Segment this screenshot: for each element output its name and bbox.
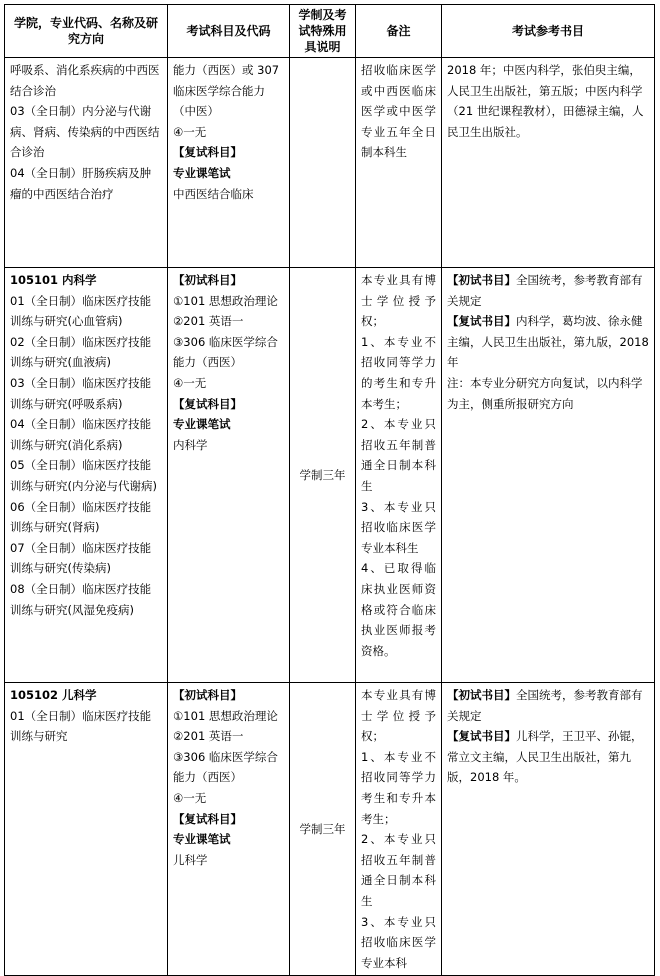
- exam-subject-line: ③306 临床医学综合能力（西医）: [173, 334, 278, 370]
- note-line: 4、已取得临床执业医师资格或符合临床执业医师报考资格。: [361, 561, 436, 658]
- table-row: [5, 268, 655, 683]
- note-line: 招收临床医学或中西医临床医学或中医学专业五年全日制本科生: [361, 63, 436, 160]
- book-entry: [447, 685, 649, 726]
- note-line: 本专业具有博士学位授予权；: [361, 273, 436, 329]
- note-line: 3、本专业只招收临床医学专业本科生: [361, 499, 436, 555]
- research-direction: 07（全日制）临床医疗技能训练与研究(传染病): [10, 540, 152, 576]
- major-cell: [5, 268, 168, 683]
- book-entry: [447, 726, 649, 788]
- exam-subject-line: 专业课笔试: [173, 417, 231, 432]
- exam-subject-line: ②201 英语一: [173, 314, 244, 329]
- research-direction: 01（全日制）临床医疗技能训练与研究(心血管病): [10, 293, 152, 329]
- exam-subject-line: ④一无: [173, 124, 207, 139]
- exam-subject-line: ③306 临床医学综合能力（西医）: [173, 749, 278, 785]
- books-cell: [442, 268, 655, 683]
- exam-subject-line: 【初试科目】: [173, 273, 242, 287]
- research-direction: 05（全日制）临床医疗技能训练与研究(内分泌与代谢病): [10, 458, 157, 493]
- book-text: 全国统考，参考教育部有关规定: [447, 273, 643, 308]
- note-line: 3、本专业只招收临床医学专业本科: [361, 914, 436, 970]
- book-text: 注：本专业分研究方向复试，以内科学为主，侧重所报研究方向: [447, 375, 643, 411]
- research-direction: 03（全日制）临床医疗技能训练与研究(呼吸系病): [10, 375, 152, 411]
- notes-cell: [356, 58, 442, 268]
- exam-subject-line: 专业课笔试: [173, 832, 231, 847]
- exam-subjects-cell: [168, 268, 290, 683]
- exam-subject-line: ①101 思想政治理论: [173, 293, 278, 308]
- research-direction: 04（全日制）肝肠疾病及肿瘤的中西医结合治疗: [10, 165, 152, 201]
- notes-cell: [356, 268, 442, 683]
- book-text: 全国统考，参考教育部有关规定: [447, 688, 643, 723]
- book-entry: [447, 311, 649, 373]
- system-cell: [290, 683, 356, 976]
- header-major: 学院，专业代码、名称及研究方向: [5, 5, 168, 58]
- exam-subject-line: 专业课笔试: [173, 165, 231, 180]
- system-text: 学制三年: [299, 821, 346, 836]
- major-cell: [5, 683, 168, 976]
- book-text: 儿科学，王卫平、孙锟，常立文主编，人民卫生出版社，第九版，2018 年。: [447, 729, 643, 785]
- system-cell: [290, 268, 356, 683]
- books-cell: [442, 683, 655, 976]
- exam-subject-line: 【复试科目】: [173, 396, 242, 411]
- exam-subject-line: ④一无: [173, 790, 207, 805]
- book-label: 【初试书目】: [447, 273, 516, 287]
- exam-subject-line: ②201 英语一: [173, 729, 244, 744]
- table-row: [5, 683, 655, 976]
- note-line: 本专业具有博士学位授予权；: [361, 688, 436, 744]
- research-direction: 04（全日制）临床医疗技能训练与研究(消化系病): [10, 417, 152, 452]
- book-label: 【复试书目】: [447, 729, 516, 744]
- major-cell: [5, 58, 168, 268]
- major-title: 105102 儿科学: [10, 688, 97, 702]
- exam-table: [4, 4, 655, 976]
- book-text: 内科学，葛均波、徐永健主编，人民卫生出版社，第九版，2018 年: [447, 314, 649, 370]
- header-system: 学制及考试特殊用具说明: [290, 5, 356, 58]
- system-text: 学制三年: [299, 467, 346, 482]
- note-line: 1、本专业不招收同等学力的考生和专升本考生；: [361, 334, 436, 411]
- book-entry: [447, 373, 649, 414]
- exam-subject-line: 【复试科目】: [173, 811, 242, 826]
- exam-subjects-cell: [168, 683, 290, 976]
- book-entry: [447, 60, 649, 142]
- book-entry: [447, 270, 649, 311]
- books-cell: [442, 58, 655, 268]
- header-notes: 备注: [356, 5, 442, 58]
- research-direction: 06（全日制）临床医疗技能训练与研究(肾病): [10, 499, 152, 535]
- exam-subject-line: 儿科学: [173, 852, 208, 867]
- header-row: [5, 5, 655, 58]
- research-direction: 02（全日制）临床医疗技能训练与研究(血液病): [10, 334, 152, 370]
- exam-subjects-cell: [168, 58, 290, 268]
- table-row: [5, 58, 655, 268]
- book-label: 【复试书目】: [447, 314, 516, 329]
- exam-subject-line: 内科学: [173, 437, 208, 452]
- research-direction: 08（全日制）临床医疗技能训练与研究(风湿免疫病): [10, 581, 152, 617]
- major-title: 105101 内科学: [10, 273, 97, 287]
- exam-subject-line: 能力（西医）或 307 临床医学综合能力（中医）: [173, 63, 280, 119]
- note-line: 1、本专业不招收同等学力考生和专升本考生；: [361, 749, 436, 826]
- note-line: 2、本专业只招收五年制普通全日制本科生: [361, 417, 436, 493]
- header-books: 考试参考书目: [442, 5, 655, 58]
- research-direction: 呼吸系、消化系疾病的中西医结合诊治: [10, 63, 160, 98]
- book-text: 2018 年；中医内科学，张伯臾主编，人民卫生出版社，第五版；中医内科学（21 世纪课程教材），田德禄主编，人民卫生出版社。: [447, 63, 644, 139]
- system-cell: [290, 58, 356, 268]
- exam-subject-line: 【复试科目】: [173, 145, 242, 160]
- exam-subject-line: ①101 思想政治理论: [173, 708, 278, 723]
- research-direction: 03（全日制）内分泌与代谢病、肾病、传染病的中西医结合诊治: [10, 104, 160, 160]
- notes-cell: [356, 683, 442, 976]
- book-label: 【初试书目】: [447, 688, 516, 702]
- research-direction: 01（全日制）临床医疗技能训练与研究: [10, 708, 152, 744]
- exam-subject-line: ④一无: [173, 375, 207, 390]
- exam-subject-line: 【初试科目】: [173, 688, 242, 702]
- header-exam-subjects: 考试科目及代码: [168, 5, 290, 58]
- exam-subject-line: 中西医结合临床: [173, 186, 254, 201]
- note-line: 2、本专业只招收五年制普通全日制本科生: [361, 832, 436, 908]
